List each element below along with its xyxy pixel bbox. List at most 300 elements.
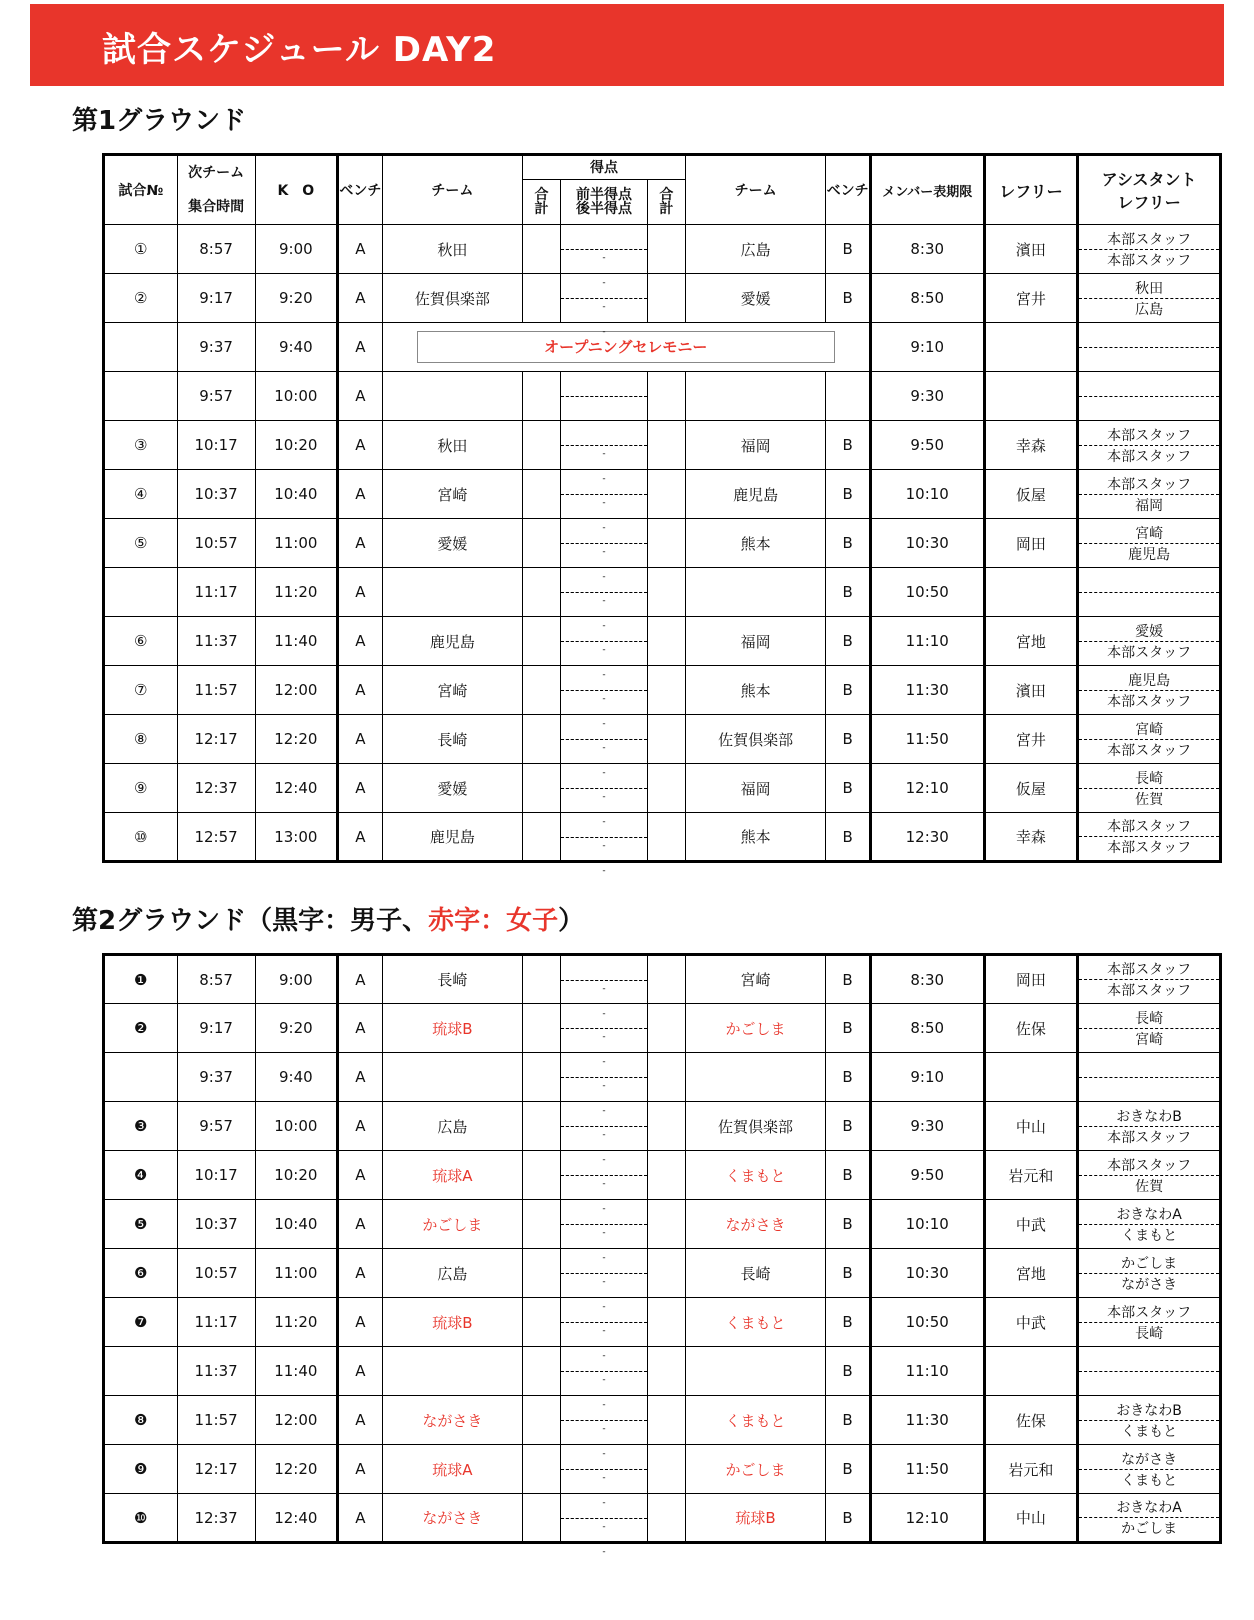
bench-a: A (338, 225, 383, 274)
match-no (104, 568, 178, 617)
score-divider (561, 543, 647, 544)
score-half (561, 372, 648, 421)
assistant-referee-2: 本部スタッフ (1107, 742, 1192, 759)
table-row (104, 1347, 1221, 1396)
ground1-title: 第1グラウンド (72, 106, 247, 136)
score-half (561, 421, 648, 484)
score-total-b (647, 1298, 685, 1347)
table-row (104, 1102, 1221, 1151)
score-total-a (523, 519, 561, 568)
assistant-pair (1079, 1204, 1219, 1245)
table-row (104, 764, 1221, 813)
referee (984, 323, 1078, 372)
score-dash: - (602, 1277, 606, 1287)
table-row (104, 1249, 1221, 1298)
score-divider (561, 396, 647, 397)
score-dash: - (602, 547, 606, 557)
bench-b: B (826, 1347, 871, 1396)
col-ko: K O (255, 155, 337, 225)
team-a: 長崎 (382, 955, 522, 1004)
bench-a: A (338, 1494, 383, 1543)
table-row (104, 955, 1221, 1004)
table-row (104, 568, 1221, 617)
score-total-b (647, 1445, 685, 1494)
score-dash: - (602, 1179, 606, 1189)
assistant-referee-1 (1079, 396, 1219, 397)
gather-time: 9:17 (177, 274, 255, 323)
score-dash: - (602, 1400, 606, 1410)
score-total-b (647, 764, 685, 813)
match-no: ❽ (104, 1396, 178, 1445)
score-dash: - (602, 694, 606, 704)
score-total-b (647, 715, 685, 764)
kickoff-time: 10:40 (255, 470, 337, 519)
table-row (104, 1494, 1221, 1543)
score-divider (561, 1077, 647, 1078)
gather-time: 11:37 (177, 1347, 255, 1396)
assistant-pair (1079, 1371, 1219, 1372)
member-deadline: 11:50 (870, 715, 984, 764)
kickoff-time: 12:00 (255, 666, 337, 715)
assistant-pair (1079, 768, 1219, 809)
score-divider (561, 837, 647, 838)
member-deadline: 12:10 (870, 1494, 984, 1543)
match-no: ① (104, 225, 178, 274)
assistant-pair (1079, 719, 1219, 760)
table-row (104, 372, 1221, 421)
score-divider (561, 1518, 647, 1519)
assistant-referees (1078, 1004, 1221, 1053)
table-row (104, 470, 1221, 519)
score-dash: - (602, 278, 606, 288)
score-divider (561, 1469, 647, 1470)
score-dash: - (602, 670, 606, 680)
referee: 中武 (984, 1298, 1078, 1347)
gather-time: 8:57 (177, 955, 255, 1004)
assistant-referee-1: 本部スタッフ (1079, 1155, 1219, 1176)
member-deadline: 10:30 (870, 519, 984, 568)
referee (984, 1347, 1078, 1396)
score-dash: - (602, 865, 606, 876)
team-b: くまもと (685, 1298, 825, 1347)
assistant-referees (1078, 568, 1221, 617)
score-total-b (647, 1396, 685, 1445)
member-deadline: 12:30 (870, 813, 984, 862)
bench-a: A (338, 1053, 383, 1102)
team-b: くまもと (685, 1396, 825, 1445)
member-deadline: 9:10 (870, 1053, 984, 1102)
assistant-referee-2: 本部スタッフ (1107, 693, 1192, 710)
assistant-referees (1078, 323, 1221, 372)
referee: 岩元和 (984, 1151, 1078, 1200)
team-b: 福岡 (685, 617, 825, 666)
assistant-referee-1: 本部スタッフ (1079, 425, 1219, 446)
referee: 中山 (984, 1102, 1078, 1151)
assistant-pair (1079, 1155, 1219, 1196)
table-row (104, 519, 1221, 568)
bench-a: A (338, 1102, 383, 1151)
gather-time: 11:17 (177, 1298, 255, 1347)
assistant-pair (1079, 1106, 1219, 1147)
bench-a: A (338, 617, 383, 666)
team-a: 鹿児島 (382, 617, 522, 666)
match-no: ⑩ (104, 813, 178, 862)
assistant-referee-2: 本部スタッフ (1107, 644, 1192, 661)
gather-time: 12:37 (177, 764, 255, 813)
kickoff-time: 12:20 (255, 715, 337, 764)
score-total-b (647, 1102, 685, 1151)
score-divider (561, 1371, 647, 1372)
col-assistant-line2: レフリー (1117, 193, 1181, 212)
match-no (104, 323, 178, 372)
member-deadline: 10:50 (870, 1298, 984, 1347)
ground1-schedule-table (102, 153, 1222, 876)
score-dash: - (602, 1081, 606, 1091)
score-total-a (523, 1053, 561, 1102)
team-a: 琉球A (382, 1445, 522, 1494)
score-total-b (647, 568, 685, 617)
gather-time: 12:17 (177, 715, 255, 764)
col-assistant-referee (1078, 155, 1221, 225)
referee: 幸森 (984, 813, 1078, 862)
assistant-referee-2: くまもと (1121, 1227, 1178, 1244)
assistant-referees (1078, 1053, 1221, 1102)
bench-b: B (826, 1249, 871, 1298)
gather-time: 9:57 (177, 1102, 255, 1151)
match-no: ❷ (104, 1004, 178, 1053)
team-b: 宮崎 (685, 955, 825, 1004)
member-deadline: 10:10 (870, 1200, 984, 1249)
score-divider (561, 641, 647, 642)
score-total-a (523, 813, 561, 862)
score-dash: - (602, 1057, 606, 1067)
score-half (561, 955, 648, 1019)
score-total-a (523, 715, 561, 764)
col-assistant-line1: アシスタント (1101, 170, 1197, 189)
gather-time: 9:57 (177, 372, 255, 421)
score-total-a (523, 225, 561, 274)
match-no: ② (104, 274, 178, 323)
kickoff-time: 9:40 (255, 1053, 337, 1102)
score-total-a (523, 1102, 561, 1151)
kickoff-time: 12:40 (255, 764, 337, 813)
ground2-title-prefix: 第2グラウンド（黒字：男子、 (72, 906, 429, 936)
col-referee: レフリー (984, 155, 1078, 225)
score-divider (561, 1028, 647, 1029)
match-no: ❾ (104, 1445, 178, 1494)
match-no: ❿ (104, 1494, 178, 1543)
match-no: ⑤ (104, 519, 178, 568)
col-bench-b: ベンチ (826, 155, 871, 225)
score-total-b (647, 1249, 685, 1298)
match-no: ④ (104, 470, 178, 519)
assistant-pair (1079, 959, 1219, 1000)
assistant-pair (1079, 425, 1219, 466)
score-dash: - (602, 1326, 606, 1336)
table-row (104, 1053, 1221, 1102)
bench-a: A (338, 519, 383, 568)
score-total-b (647, 666, 685, 715)
score-dash: - (602, 719, 606, 729)
gather-time: 10:37 (177, 470, 255, 519)
referee: 濱田 (984, 666, 1078, 715)
score-total-a (523, 617, 561, 666)
gather-time: 11:57 (177, 666, 255, 715)
col-match-no: 試合№ (104, 155, 178, 225)
gather-time: 9:37 (177, 323, 255, 372)
score-total-a (523, 568, 561, 617)
kickoff-time: 10:40 (255, 1200, 337, 1249)
kickoff-time: 10:00 (255, 1102, 337, 1151)
score-divider (561, 1273, 647, 1274)
match-no: ⑥ (104, 617, 178, 666)
team-b: 琉球B (685, 1494, 825, 1543)
team-a (382, 1053, 522, 1102)
bench-a: A (338, 1298, 383, 1347)
team-b: かごしま (685, 1445, 825, 1494)
ground2-title-suffix: ） (558, 906, 585, 936)
assistant-referee-1: ながさき (1079, 1449, 1219, 1470)
table-row (104, 617, 1221, 666)
score-divider (561, 739, 647, 740)
header-banner (30, 4, 1224, 86)
score-dash: - (602, 523, 606, 533)
col-bench-a: ベンチ (338, 155, 383, 225)
score-total-b (647, 1200, 685, 1249)
score-dash: - (602, 1253, 606, 1263)
team-a: かごしま (382, 1200, 522, 1249)
team-b (685, 372, 825, 421)
assistant-referees (1078, 617, 1221, 666)
referee: 岩元和 (984, 1445, 1078, 1494)
team-a: 秋田 (382, 421, 522, 470)
score-dash: - (602, 449, 606, 459)
bench-a: A (338, 274, 383, 323)
assistant-referees (1078, 519, 1221, 568)
referee: 濱田 (984, 225, 1078, 274)
col-gather-line1: 次チーム (188, 165, 245, 181)
score-total-a (523, 1298, 561, 1347)
assistant-referees (1078, 666, 1221, 715)
score-dash: - (602, 1498, 606, 1508)
score-total-a (523, 955, 561, 1004)
score-dash: - (602, 645, 606, 655)
score-total-a (523, 1151, 561, 1200)
score-dash: - (602, 840, 606, 851)
score-dash: - (602, 1351, 606, 1361)
assistant-pair (1079, 1400, 1219, 1441)
col-gather-line2: 集合時間 (188, 199, 245, 215)
assistant-pair (1079, 1077, 1219, 1078)
assistant-referee-2: 鹿児島 (1128, 546, 1171, 563)
team-b: 佐賀倶楽部 (685, 1102, 825, 1151)
bench-a: A (338, 1004, 383, 1053)
assistant-referee-1: 長崎 (1079, 1008, 1219, 1029)
assistant-pair (1079, 816, 1219, 857)
member-deadline: 11:30 (870, 1396, 984, 1445)
score-dash: - (602, 817, 606, 827)
score-dash: - (602, 1424, 606, 1434)
member-deadline: 8:50 (870, 1004, 984, 1053)
team-a: 宮崎 (382, 666, 522, 715)
referee: 岡田 (984, 519, 1078, 568)
team-b: 広島 (685, 225, 825, 274)
bench-a: A (338, 666, 383, 715)
member-deadline: 10:10 (870, 470, 984, 519)
bench-a: A (338, 1396, 383, 1445)
bench-b: B (826, 813, 871, 862)
assistant-referees (1078, 1347, 1221, 1396)
bench-b: B (826, 519, 871, 568)
team-b: 熊本 (685, 666, 825, 715)
col-member-deadline: メンバー表期限 (870, 155, 984, 225)
half-line2: 後半得点 (575, 200, 632, 217)
assistant-pair (1079, 278, 1219, 319)
table-row (104, 1004, 1221, 1053)
assistant-pair (1079, 229, 1219, 270)
team-b: 愛媛 (685, 274, 825, 323)
bench-a: A (338, 715, 383, 764)
score-divider (561, 1420, 647, 1421)
member-deadline: 9:30 (870, 1102, 984, 1151)
score-dash: - (602, 1302, 606, 1312)
kickoff-time: 11:20 (255, 1298, 337, 1347)
bench-b: B (826, 1004, 871, 1053)
match-no: ⑦ (104, 666, 178, 715)
assistant-pair (1079, 670, 1219, 711)
kickoff-time: 9:40 (255, 323, 337, 372)
assistant-referee-1: 本部スタッフ (1079, 959, 1219, 980)
score-divider (561, 592, 647, 593)
assistant-pair (1079, 523, 1219, 564)
score-dash: - (602, 1130, 606, 1140)
table-row (104, 813, 1221, 862)
member-deadline: 10:50 (870, 568, 984, 617)
assistant-referee-1: おきなわA (1079, 1497, 1219, 1518)
assistant-referee-1: 本部スタッフ (1079, 229, 1219, 250)
score-total-b (647, 1151, 685, 1200)
referee: 宮地 (984, 1249, 1078, 1298)
score-divider (561, 1322, 647, 1323)
score-dash: - (602, 983, 606, 994)
bench-a: A (338, 813, 383, 862)
bench-b: B (826, 666, 871, 715)
referee (984, 372, 1078, 421)
score-total-b (647, 617, 685, 666)
table-row (104, 225, 1221, 274)
score-total-a (523, 1494, 561, 1543)
score-dash: - (602, 596, 606, 606)
col-team-b: チーム (685, 155, 825, 225)
assistant-referee-1: 愛媛 (1079, 621, 1219, 642)
score-total-a (523, 372, 561, 421)
assistant-referee-2: ながさき (1121, 1276, 1178, 1293)
kickoff-time: 11:00 (255, 1249, 337, 1298)
bench-b: B (826, 955, 871, 1004)
score-divider (561, 298, 647, 299)
assistant-referee-1: 長崎 (1079, 768, 1219, 789)
kickoff-time: 13:00 (255, 813, 337, 862)
gather-time: 10:57 (177, 1249, 255, 1298)
kickoff-time: 9:00 (255, 225, 337, 274)
kickoff-time: 12:00 (255, 1396, 337, 1445)
assistant-referees (1078, 421, 1221, 470)
score-total-b (647, 1494, 685, 1543)
kickoff-time: 12:20 (255, 1445, 337, 1494)
score-total-b (647, 1004, 685, 1053)
kickoff-time: 10:00 (255, 372, 337, 421)
member-deadline: 9:50 (870, 1151, 984, 1200)
assistant-referee-2: 本部スタッフ (1107, 252, 1192, 269)
team-a: 広島 (382, 1249, 522, 1298)
member-deadline: 11:50 (870, 1445, 984, 1494)
team-a: 佐賀倶楽部 (382, 274, 522, 323)
score-dash: - (602, 474, 606, 484)
score-total-b (647, 421, 685, 470)
match-no: ❻ (104, 1249, 178, 1298)
assistant-referee-2: 宮崎 (1135, 1031, 1164, 1048)
assistant-referee-1 (1079, 1371, 1219, 1372)
gather-time: 10:37 (177, 1200, 255, 1249)
assistant-referee-2: 福岡 (1135, 497, 1164, 514)
total-a-line2: 計 (534, 200, 549, 217)
assistant-referee-1 (1079, 592, 1219, 593)
member-deadline: 9:10 (870, 323, 984, 372)
assistant-referees (1078, 1396, 1221, 1445)
score-dash: - (602, 1228, 606, 1238)
assistant-referee-1: 宮崎 (1079, 523, 1219, 544)
bench-a: A (338, 955, 383, 1004)
bench-a: A (338, 323, 383, 372)
assistant-referees (1078, 1445, 1221, 1494)
team-a: 琉球A (382, 1151, 522, 1200)
gather-time: 12:57 (177, 813, 255, 862)
col-total-b (647, 179, 685, 224)
match-no (104, 1053, 178, 1102)
col-gather-time (177, 155, 255, 225)
score-total-a (523, 666, 561, 715)
kickoff-time: 10:20 (255, 421, 337, 470)
page-title: 試合スケジュール DAY2 (102, 30, 497, 70)
table-row (104, 1151, 1221, 1200)
bench-b: B (826, 1494, 871, 1543)
score-dash: - (602, 1449, 606, 1459)
team-a (382, 1347, 522, 1396)
score-divider (561, 1224, 647, 1225)
score-total-b (647, 813, 685, 862)
assistant-referee-2: 佐賀 (1135, 791, 1164, 808)
match-no (104, 372, 178, 421)
score-dash: - (602, 743, 606, 753)
score-dash: - (602, 621, 606, 631)
assistant-referee-2: 広島 (1135, 301, 1164, 318)
score-dash: - (602, 1546, 606, 1557)
bench-b: B (826, 225, 871, 274)
referee: 幸森 (984, 421, 1078, 470)
bench-a: A (338, 1249, 383, 1298)
score-total-b (647, 470, 685, 519)
match-no: ❺ (104, 1200, 178, 1249)
assistant-referees (1078, 1200, 1221, 1249)
team-a: 愛媛 (382, 764, 522, 813)
bench-b: B (826, 617, 871, 666)
bench-b: B (826, 1151, 871, 1200)
gather-time: 11:37 (177, 617, 255, 666)
total-a-line1: 合 (534, 186, 549, 203)
bench-b: B (826, 715, 871, 764)
score-divider (561, 249, 647, 250)
score-total-a (523, 274, 561, 323)
